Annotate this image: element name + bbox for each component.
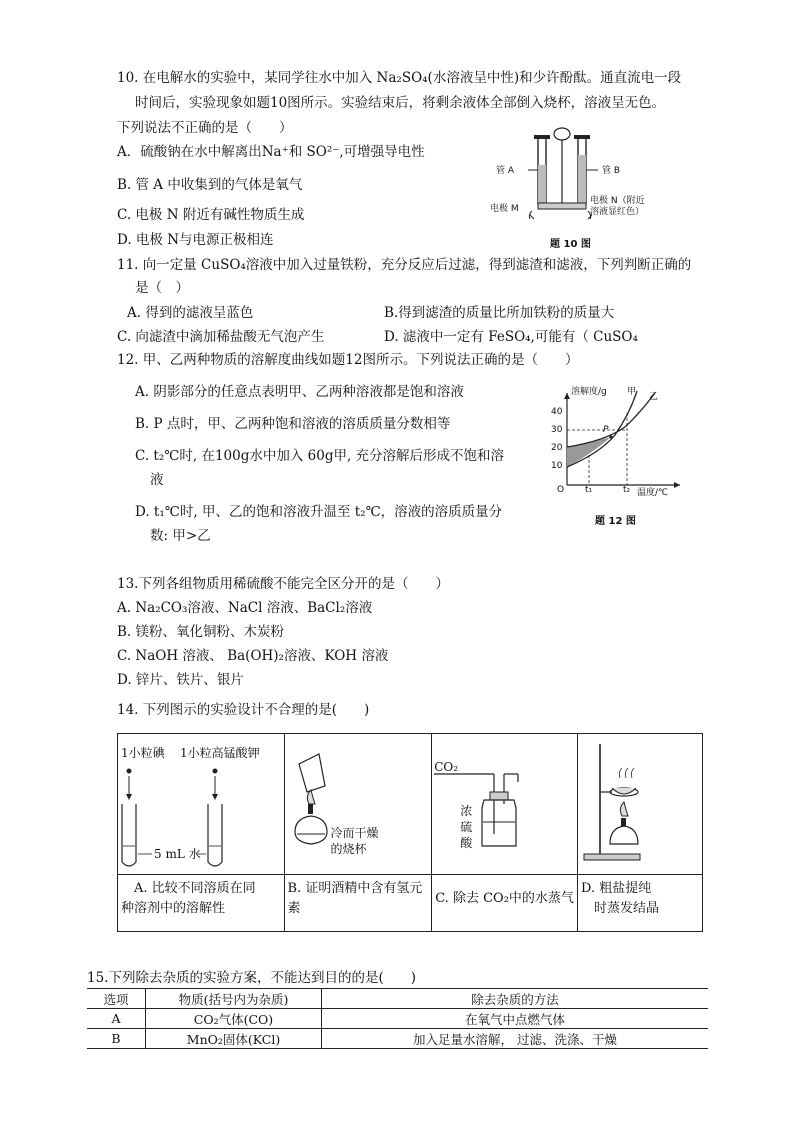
- point-p: [609, 435, 612, 438]
- q14-figure-c: [432, 734, 578, 875]
- q12-option-c-line2: 液: [150, 472, 164, 488]
- q12-option-d-line2: 数: 甲>乙: [150, 528, 211, 544]
- table-row: [87, 1009, 708, 1029]
- beaker-label-1: 冷而干燥: [330, 826, 379, 840]
- q14-label-d: D. 粗盐提纯 时蒸发结晶: [578, 875, 703, 932]
- q13-option-b: B. 镁粉、氧化铜粉、木炭粉: [117, 624, 285, 640]
- figure-12-caption: 题 12 图: [595, 516, 636, 527]
- y-tick-20: 20: [551, 443, 563, 453]
- q14-experiment-table: [117, 733, 703, 932]
- q10-stem-line1: 10. 在电解水的实验中，某同学往水中加入 Na₂SO₄(水溶液呈中性)和少许酚酞。通直流电一段: [117, 70, 682, 86]
- iodine-label: 1小粒碘: [121, 746, 165, 760]
- q11-option-c: C. 向滤渣中滴加稀盐酸无气泡产生: [117, 329, 325, 345]
- q13-option-c: C. NaOH 溶液、 Ba(OH)₂溶液、KOH 溶液: [117, 648, 389, 664]
- row-b-substance: MnO₂固体(KCl): [146, 1029, 322, 1049]
- electrode-n-label-2: 溶液显红色）: [590, 207, 645, 217]
- tube-b-label: 管 B: [602, 166, 621, 176]
- figure-10-electrolysis: [488, 125, 645, 250]
- q12-option-b: B. P 点时，甲、乙两种饱和溶液的溶质质量分数相等: [135, 416, 451, 432]
- q14-figure-d: [578, 734, 703, 875]
- y-tick-30: 30: [551, 425, 563, 435]
- t2-label: t₂: [623, 485, 631, 495]
- table-row: [87, 1029, 708, 1049]
- header-substance: 物质(括号内为杂质): [146, 989, 322, 1009]
- q14-stem: 14. 下列图示的实验设计不合理的是( ): [117, 702, 370, 718]
- q10-option-c: C. 电极 N 附近有碱性物质生成: [117, 207, 305, 223]
- test-tubes-drawing: [118, 734, 285, 874]
- q10-stem-line3: 下列说法不正确的是（ ）: [117, 120, 293, 136]
- row-a-substance: CO₂气体(CO): [146, 1009, 322, 1029]
- q11-option-b: B.得到滤渣的质量比所加铁粉的质量大: [384, 305, 615, 321]
- q13-stem: 13.下列各组物质用稀硫酸不能完全区分开的是（ ）: [117, 576, 449, 592]
- origin-label: O: [557, 485, 565, 495]
- table-header-row: [87, 989, 708, 1009]
- point-p-label: P: [603, 425, 609, 435]
- q10-option-d: D. 电极 N与电源正极相连: [117, 232, 274, 248]
- q11-option-d: D. 滤液中一定有 FeSO₄,可能有（ CuSO₄: [384, 329, 638, 345]
- row-a-option: A: [87, 1009, 146, 1029]
- row-b-option: B: [87, 1029, 146, 1049]
- q11-option-a: A. 得到的滤液呈蓝色: [127, 305, 254, 321]
- acid-label-1: 浓: [460, 804, 473, 818]
- q12-option-a: A. 阴影部分的任意点表明甲、乙两种溶液都是饱和溶液: [135, 384, 464, 400]
- row-a-method: 在氧气中点燃气体: [322, 1009, 709, 1029]
- q13-option-d: D. 锌片、铁片、银片: [117, 672, 244, 688]
- y-tick-40: 40: [551, 407, 563, 417]
- x-axis-label: 温度/℃: [637, 488, 669, 498]
- acid-label-2: 硫: [460, 820, 473, 834]
- q10-stem-line2: 时间后，实验现象如题10图所示。实验结束后，将剩余液体全部倒入烧杯，溶液呈无色。: [135, 95, 666, 111]
- q10-option-a: A．硫酸钠在水中解离出Na⁺和 SO²⁻,可增强导电性: [117, 144, 425, 160]
- y-tick-10: 10: [551, 461, 563, 471]
- q11-stem-line1: 11. 向一定量 CuSO₄溶液中加入过量铁粉，充分反应后过滤，得到滤渣和滤液，下列判断正确的: [117, 257, 692, 273]
- header-option: 选项: [87, 989, 146, 1009]
- q14-figure-b: [284, 734, 432, 875]
- q11-stem-line2: 是（ ）: [135, 280, 189, 296]
- t1-label: t₁: [585, 485, 593, 495]
- figure-10-caption: 题 10 图: [550, 239, 591, 250]
- solubility-curve-drawing: [545, 383, 695, 503]
- q15-stem: 15.下列除去杂质的实验方案，不能达到目的的是( ): [87, 970, 417, 986]
- header-method: 除去杂质的方法: [322, 989, 709, 1009]
- tube-a-label: 管 A: [496, 166, 515, 176]
- q14-label-b: B. 证明酒精中含有氢元 素: [284, 875, 432, 932]
- q12-option-d-line1: D. t₁℃时, 甲、乙的饱和溶液升温至 t₂℃，溶液的溶质质量分: [135, 504, 503, 520]
- y-axis-label: 溶解度/g: [571, 387, 607, 397]
- q13-option-a: A. Na₂CO₃溶液、NaCl 溶液、BaCl₂溶液: [117, 600, 373, 616]
- series-yi-label: 乙: [649, 392, 659, 402]
- co2-label: CO₂: [434, 760, 459, 774]
- kmno4-label: 1小粒高锰酸钾: [180, 746, 260, 760]
- acid-label-3: 酸: [460, 836, 473, 850]
- q14-label-c: C. 除去 CO₂中的水蒸气: [432, 875, 578, 932]
- figure-12-solubility: [545, 383, 695, 528]
- q14-label-a: A. 比较不同溶质在同 种溶剂中的溶解性: [118, 875, 285, 932]
- row-b-method: 加入足量水溶解， 过滤、洗涤、干燥: [322, 1029, 709, 1049]
- electrode-n-label-1: 电极 N（附近: [590, 196, 645, 206]
- water-label: 5 mL 水: [154, 847, 201, 861]
- gas-washing-bottle-drawing: [432, 734, 578, 874]
- q14-figure-a: [118, 734, 285, 875]
- q12-stem: 12. 甲、乙两种物质的溶解度曲线如题12图所示。下列说法正确的是（ ）: [117, 352, 579, 368]
- q12-option-c-line1: C. t₂℃时, 在100g水中加入 60g甲, 充分溶解后形成不饱和溶: [135, 448, 505, 464]
- evaporating-dish-drawing: [578, 734, 703, 874]
- beaker-label-2: 的烧杯: [330, 842, 367, 856]
- series-jia-label: 甲: [627, 387, 637, 397]
- electrode-m-label: 电极 M: [490, 204, 519, 214]
- q10-option-b: B. 管 A 中收集到的气体是氧气: [117, 177, 303, 193]
- q15-table: [87, 988, 708, 1049]
